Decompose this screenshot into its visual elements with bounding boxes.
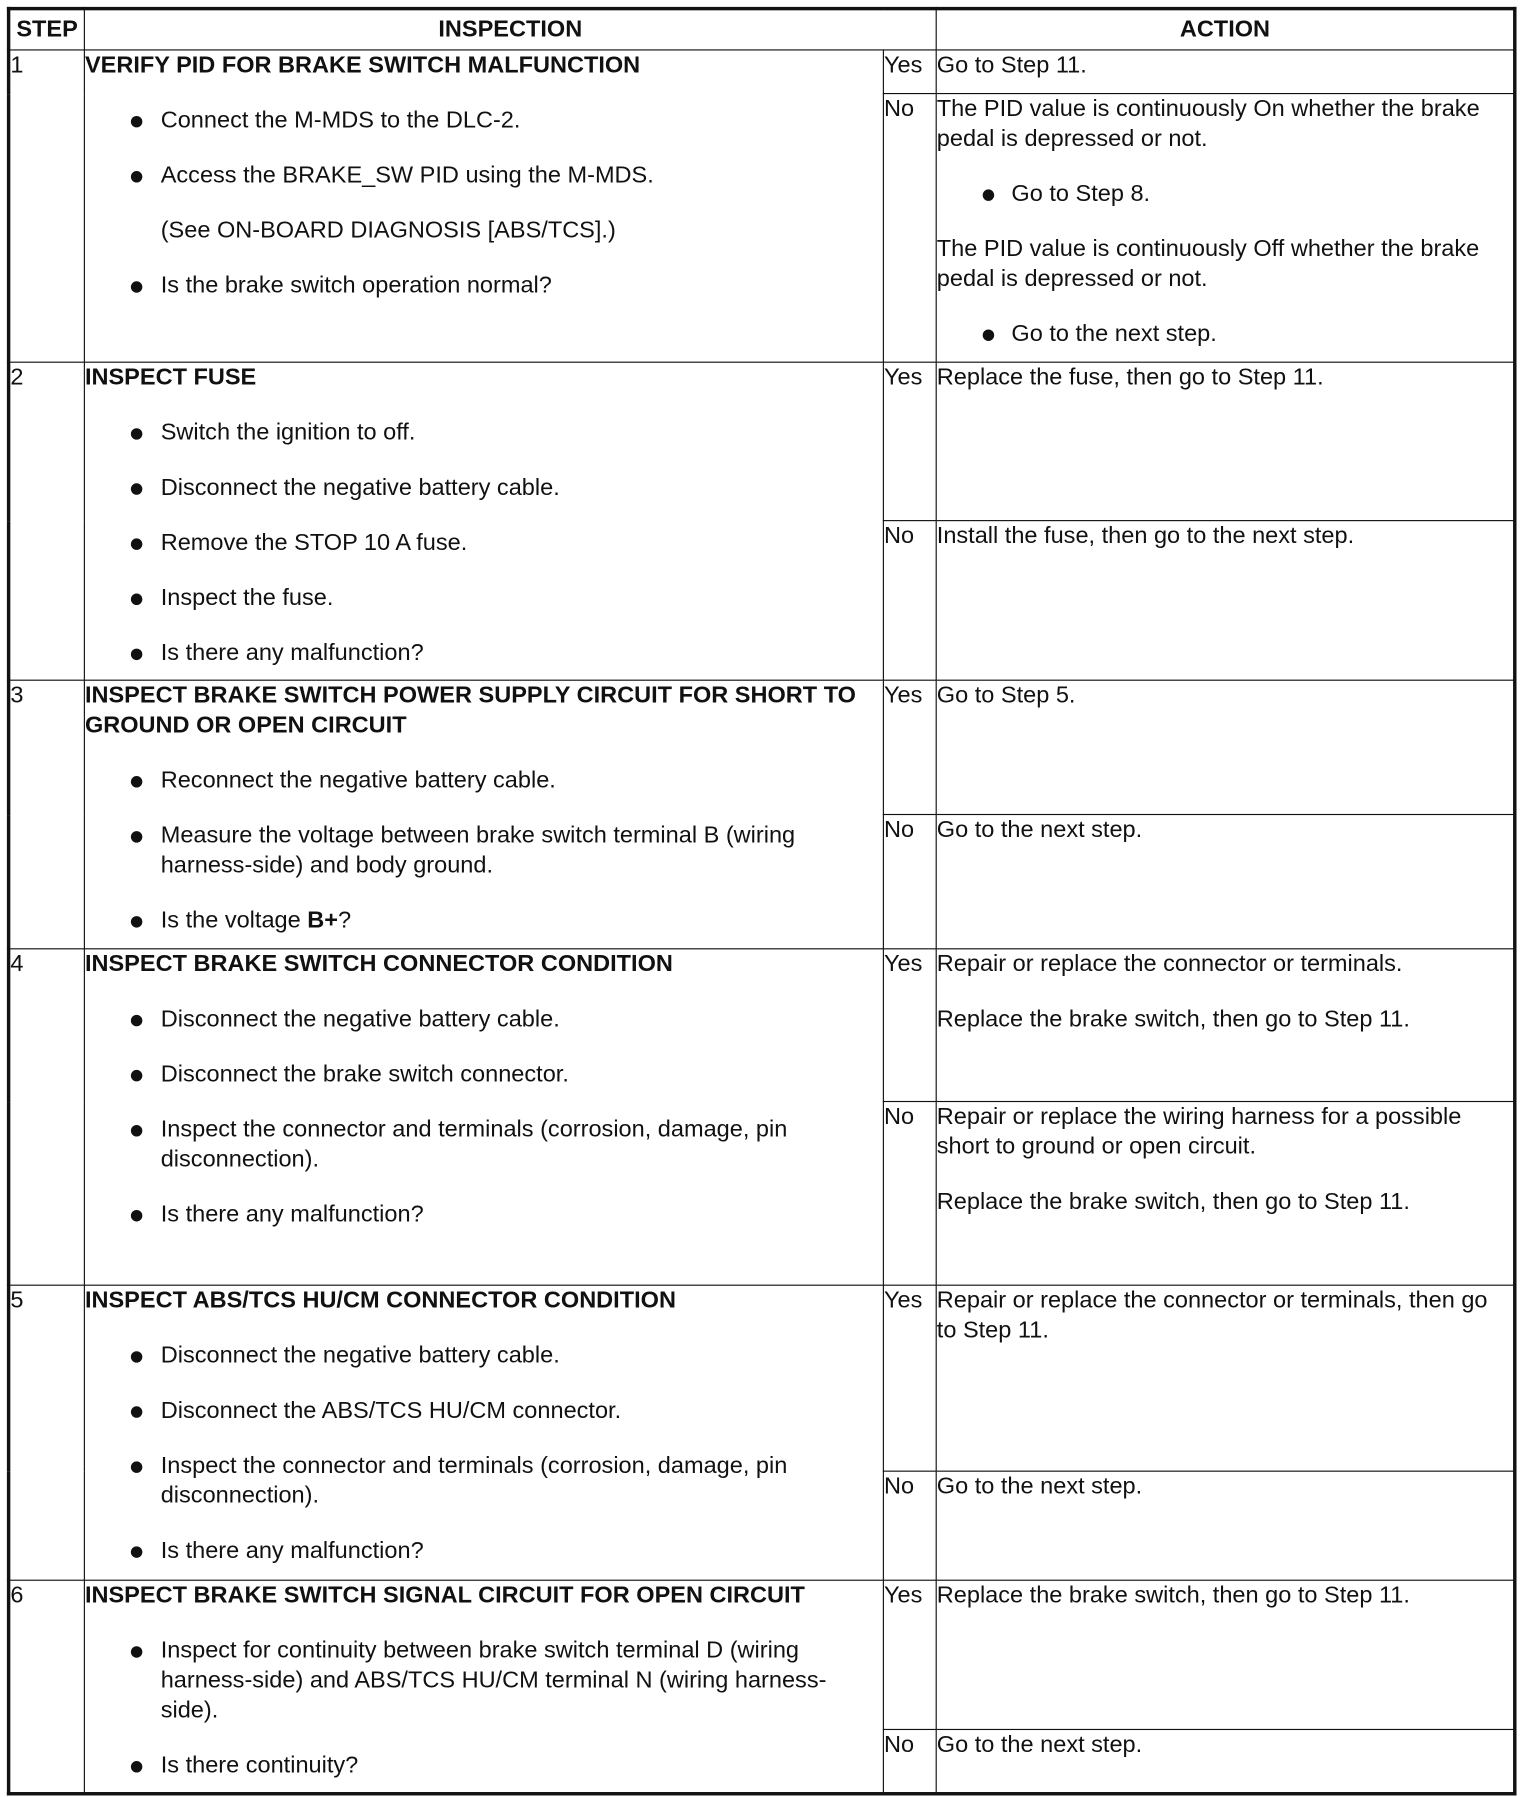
inspection-bullet: Inspect the fuse. [85,583,883,613]
step-number: 1 [9,50,85,362]
action-bullet: Go to the next step. [937,319,1513,349]
step-5-inspection [84,1285,883,1580]
step-5-yes-row [9,1285,1515,1471]
action-text: Repair or replace the wiring harness for a possible short to ground or open circuit. [936,1103,1462,1160]
step-6-yes-row [9,1580,1515,1729]
step-1-yes-row [9,50,1515,94]
no-label: No [883,1729,936,1793]
action-text: The PID value is continuously Off whether the brake pedal is depressed or not. [936,235,1480,292]
action-text: Replace the brake switch, then go to Step 11. [936,1005,1410,1033]
question-text: Is the voltage [160,906,308,934]
inspection-question: Is there any malfunction? [85,638,883,668]
no-label: No [883,1102,936,1286]
inspection-bullet: Reconnect the negative battery cable. [85,766,883,796]
inspection-bullet: Remove the STOP 10 A fuse. [85,528,883,558]
yes-action: Replace the fuse, then go to Step 11. [936,362,1515,520]
no-action [936,1102,1515,1286]
step-number: 4 [9,949,85,1285]
action-text: Replace the brake switch, then go to Step 11. [936,1188,1410,1215]
inspection-bullet: Connect the M-MDS to the DLC-2. [85,106,883,136]
inspection-question: Is there continuity? [85,1751,883,1781]
header-action: ACTION [936,9,1515,50]
step-4-yes-row [9,949,1515,1102]
yes-label: Yes [883,1580,936,1729]
header-inspection: INSPECTION [84,9,936,50]
no-action: Go to the next step. [936,1471,1515,1580]
action-text: The PID value is continuously On whether the brake pedal is depressed or not. [936,95,1480,152]
step-4-inspection [84,949,883,1285]
step-3-yes-row [9,680,1515,814]
header-step: STEP [9,9,85,50]
step-title: INSPECT BRAKE SWITCH POWER SUPPLY CIRCUIT FOR SHORT TO GROUND OR OPEN CIRCUIT [84,681,856,739]
inspection-question: Is there any malfunction? [85,1536,883,1566]
step-2-inspection [84,362,883,680]
question-mark: ? [337,906,352,934]
step-number: 3 [9,680,85,949]
step-3-inspection [84,680,883,949]
inspection-bullet: Switch the ignition to off. [85,418,883,448]
step-2-yes-row [9,362,1515,520]
yes-label: Yes [883,1285,936,1471]
step-number: 5 [9,1285,85,1580]
step-1-inspection [84,50,883,362]
step-title: INSPECT BRAKE SWITCH CONNECTOR CONDITION [84,950,673,977]
no-action: Go to the next step. [936,1729,1515,1793]
yes-label: Yes [883,949,936,1102]
no-action [936,94,1515,363]
inspection-bullet: Disconnect the brake switch connector. [85,1060,883,1090]
action-text: Repair or replace the connector or terminals. [936,950,1403,977]
no-label: No [883,94,936,363]
yes-label: Yes [883,50,936,94]
step-title: INSPECT FUSE [84,363,257,391]
inspection-bullet: Access the BRAKE_SW PID using the M-MDS. [85,161,883,191]
inspection-bullet: Measure the voltage between brake switch terminal B (wiring harness-side) and body ground. [85,821,883,881]
inspection-bullet: Inspect the connector and terminals (corrosion, damage, pin disconnection). [85,1451,883,1511]
inspection-question: Is there any malfunction? [85,1200,883,1230]
inspection-question [85,906,883,936]
step-6-inspection [84,1580,883,1794]
no-label: No [883,521,936,681]
step-title: VERIFY PID FOR BRAKE SWITCH MALFUNCTION [84,51,641,79]
action-bullet: Go to Step 8. [937,179,1513,209]
step-title: INSPECT ABS/TCS HU/CM CONNECTOR CONDITION [84,1286,676,1314]
yes-action: Go to Step 11. [936,50,1515,94]
diagnostic-table [7,7,1517,1796]
yes-action [936,949,1515,1102]
question-value: B+ [307,906,338,934]
yes-label: Yes [883,362,936,520]
yes-action: Repair or replace the connector or terminals, then go to Step 11. [936,1285,1515,1471]
yes-label: Yes [883,680,936,814]
header-row [9,9,1515,50]
no-action: Install the fuse, then go to the next step. [936,521,1515,681]
inspection-question: Is the brake switch operation normal? [85,271,883,301]
reference-note: (See ON-BOARD DIAGNOSIS [ABS/TCS].) [160,216,616,244]
yes-action: Go to Step 5. [936,680,1515,814]
inspection-bullet: Disconnect the ABS/TCS HU/CM connector. [85,1396,883,1426]
step-number: 6 [9,1580,85,1794]
inspection-bullet: Disconnect the negative battery cable. [85,1341,883,1371]
no-label: No [883,1471,936,1580]
no-label: No [883,815,936,949]
inspection-bullet: Inspect for continuity between brake switch terminal D (wiring harness-side) and ABS/TCS HU/CM terminal N (wiring harness-side). [85,1636,883,1726]
step-number: 2 [9,362,85,680]
inspection-bullet: Disconnect the negative battery cable. [85,1005,883,1035]
inspection-bullet: Inspect the connector and terminals (corrosion, damage, pin disconnection). [85,1115,883,1175]
no-action: Go to the next step. [936,815,1515,949]
inspection-bullet: Disconnect the negative battery cable. [85,473,883,503]
yes-action: Replace the brake switch, then go to Step 11. [936,1580,1515,1729]
step-title: INSPECT BRAKE SWITCH SIGNAL CIRCUIT FOR OPEN CIRCUIT [84,1581,805,1609]
